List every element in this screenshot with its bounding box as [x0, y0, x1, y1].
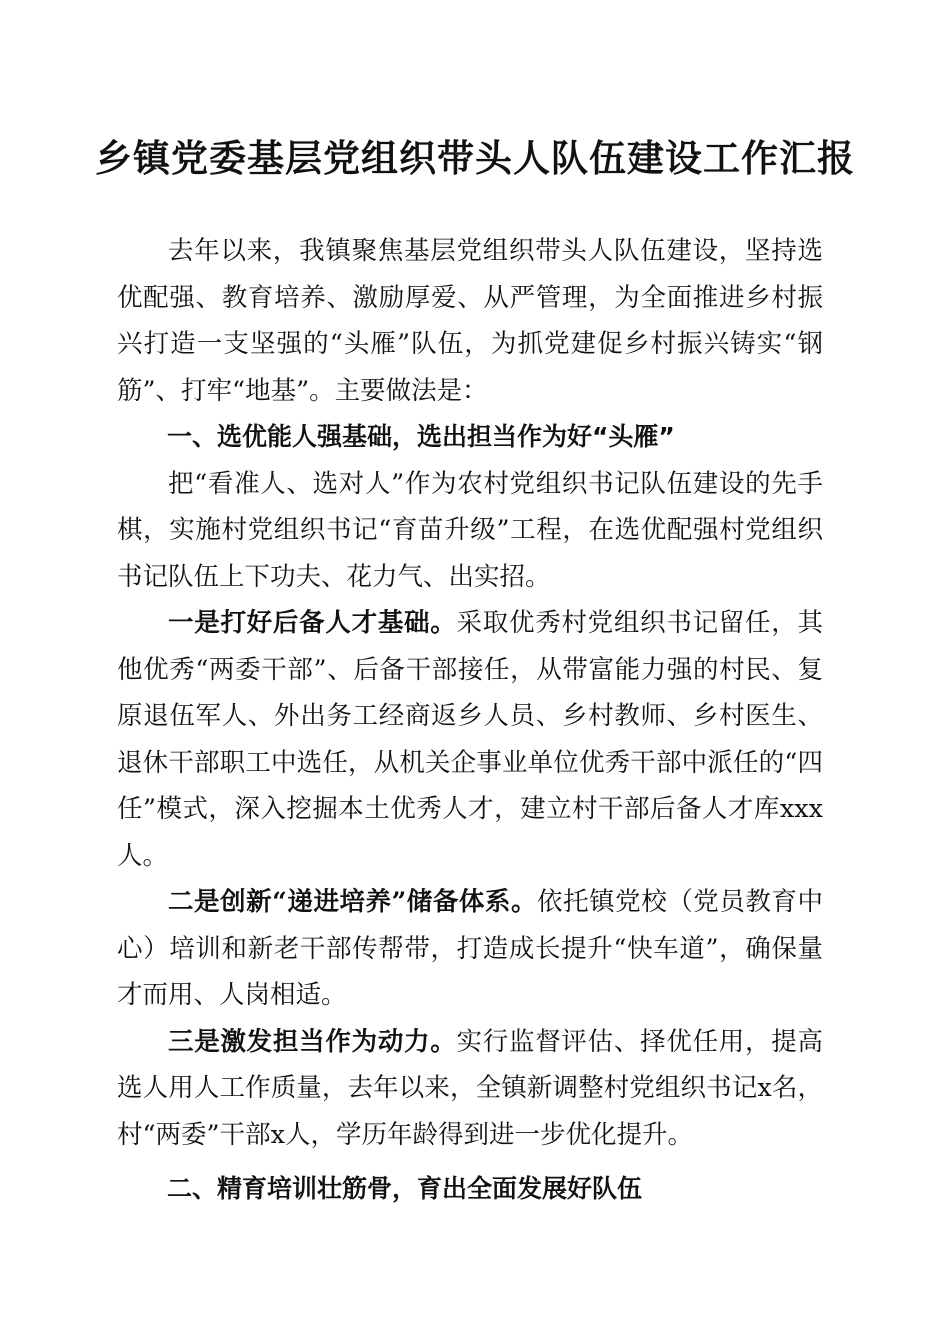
point-1-text: 采取优秀村党组织书记留任，其他优秀“两委干部”、后备干部接任，从带富能力强的村民、复原退伍军人、外出务工经商返乡人员、乡村教师、乡村医生、退休干部职工中选任，从机关企事业单位优秀干部中派任的“四任”模式，深入挖掘本土优秀人才，建立村干部后备人才库xxx人。: [117, 608, 823, 871]
point-2-lead: 二是创新“递进培养”储备体系。: [168, 887, 538, 917]
document-title: 乡镇党委基层党组织带头人队伍建设工作汇报: [95, 136, 855, 180]
section-1-point-3: [117, 1019, 823, 1159]
section-1-heading: 一、选优能人强基础，选出担当作为好“头雁”: [167, 422, 675, 451]
point-3-lead: 三是激发担当作为动力。: [168, 1026, 457, 1057]
point-2-text: 依托镇党校（党员教育中心）培训和新老干部传帮带，打造成长提升“快车道”，确保量才而用、人岗相适。: [117, 887, 823, 1010]
section-1-point-1: [117, 600, 823, 879]
point-1-lead: 一是打好后备人才基础。: [168, 608, 457, 638]
section-2-heading: 二、精育培训壮筋骨，育出全面发展好队伍: [167, 1174, 643, 1203]
section-1-point-2: [117, 879, 823, 1019]
section-1-intro: 把“看准人、选对人”作为农村党组织书记队伍建设的先手棋，实施村党组织书记“育苗升级”工程，在选优配强村党组织书记队伍上下功夫、花力气、出实招。: [117, 468, 823, 592]
intro-paragraph: 去年以来，我镇聚焦基层党组织带头人队伍建设，坚持选优配强、教育培养、激励厚爱、从严管理，为全面推进乡村振兴打造一支坚强的“头雁”队伍，为抓党建促乡村振兴铸实“钢筋”、打牢“地基”。主要做法是：: [117, 236, 823, 406]
point-3-text: 实行监督评估、择优任用，提高选人用人工作质量，去年以来，全镇新调整村党组织书记x名，村“两委”干部x人，学历年龄得到进一步优化提升。: [117, 1026, 823, 1150]
document-body: [117, 228, 823, 1213]
